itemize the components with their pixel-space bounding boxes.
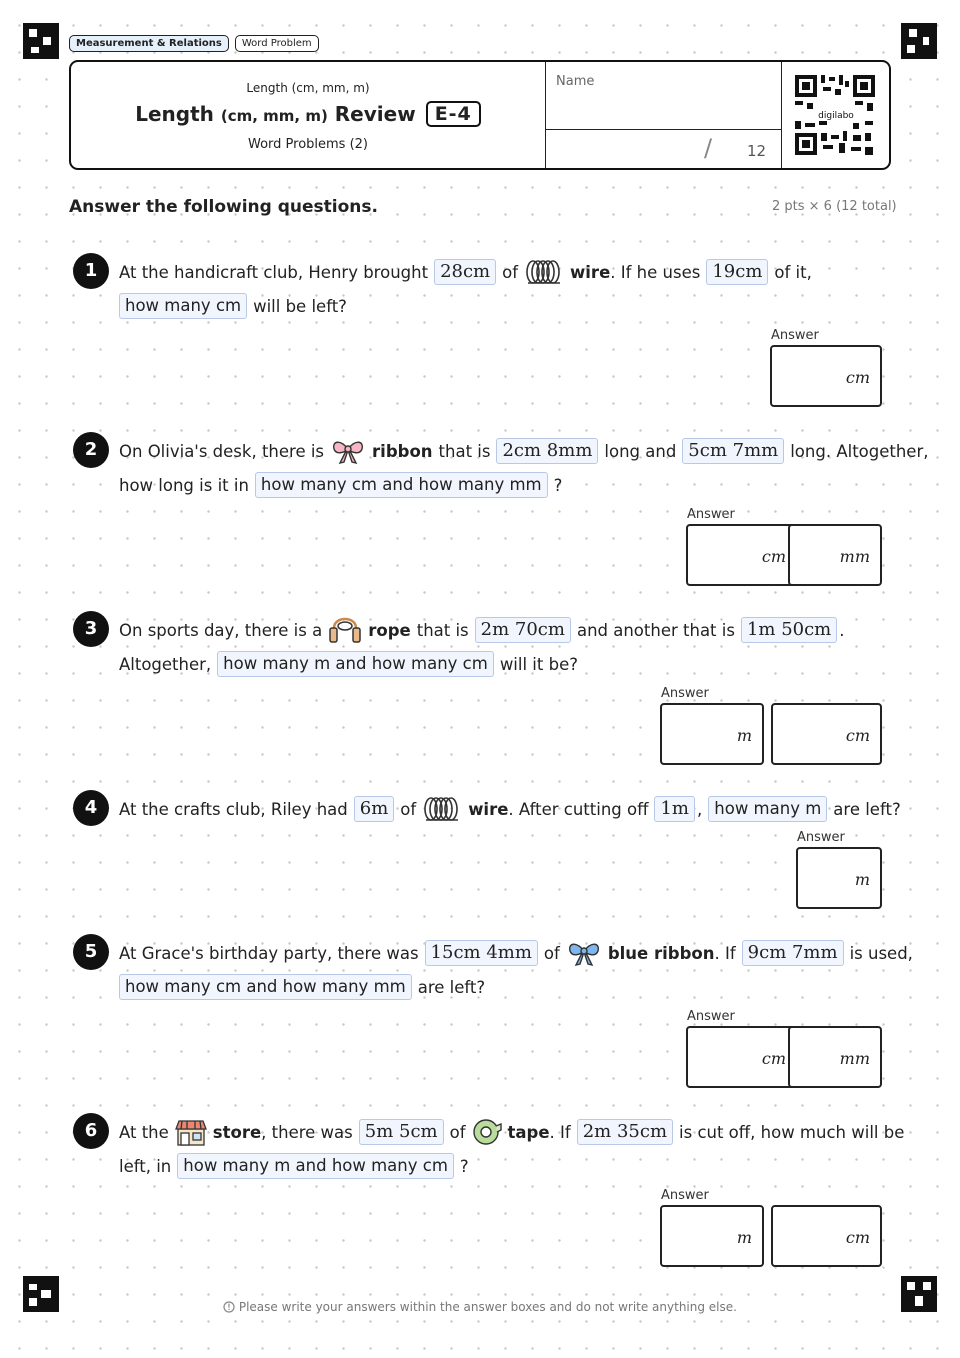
- value-box: 2m 35cm: [577, 1119, 673, 1145]
- tag-type: Word Problem: [235, 35, 319, 52]
- pink-ribbon-icon: [330, 437, 366, 465]
- value-box: 6m: [354, 796, 395, 822]
- answer-label: Answer: [771, 328, 819, 343]
- answer-label: Answer: [687, 1009, 735, 1024]
- question-text-line-2: Altogether, how many m and how many cm will it be?: [119, 651, 578, 677]
- question-text: At the crafts club, Riley had 6m of wire . After cutting off 1m , how many m are left?: [119, 795, 901, 823]
- title-block: [71, 62, 546, 168]
- header-subtitle-2: Word Problems (2): [247, 137, 368, 152]
- wire-coil-icon: [422, 795, 462, 823]
- target-unit-box: how many m and how many cm: [177, 1153, 454, 1179]
- question-text-line-2: left, in how many m and how many cm ?: [119, 1153, 469, 1179]
- question-number: 4: [73, 790, 109, 826]
- value-box: 19cm: [706, 259, 768, 285]
- question-number: 3: [73, 611, 109, 647]
- question-text: On sports day, there is a rope that is 2m 70cm and another that is 1m 50cm .: [119, 616, 845, 644]
- question-number: 2: [73, 432, 109, 468]
- value-box: 5m 5cm: [359, 1119, 444, 1145]
- title-main: Length: [135, 102, 214, 126]
- question-number: 5: [73, 934, 109, 970]
- tape-roll-icon: [472, 1118, 502, 1146]
- question-text: On Olivia's desk, there is ribbon that is 2cm 8mm long and 5cm 7mm long. Altogether,: [119, 437, 929, 465]
- corner-marker-top-right: [901, 23, 937, 59]
- name-label: Name: [556, 74, 595, 89]
- answer-box-q6-m[interactable]: m: [660, 1205, 764, 1267]
- value-box: 5cm 7mm: [682, 438, 784, 464]
- score-slash: /: [704, 134, 713, 162]
- footer-note-text: Please write your answers within the answer boxes and do not write anything else.: [238, 1300, 737, 1314]
- answer-box-q2-cm[interactable]: cm: [686, 524, 798, 586]
- question-text: At the handicraft club, Henry brought 28cm of wire . If he uses 19cm of it,: [119, 258, 812, 286]
- question-text: At Grace's birthday party, there was 15cm 4mm of blue ribbon . If 9cm 7mm is used,: [119, 939, 913, 967]
- qr-code: [793, 73, 877, 157]
- answer-label: Answer: [661, 1188, 709, 1203]
- question-text-line-2: how many cm will be left?: [119, 293, 347, 319]
- jump-rope-icon: [328, 616, 362, 644]
- worksheet-code: E-4: [426, 101, 481, 127]
- value-box: 1m 50cm: [741, 617, 837, 643]
- name-field[interactable]: [546, 62, 782, 168]
- answer-label: Answer: [661, 686, 709, 701]
- corner-marker-top-left: [23, 23, 59, 59]
- category-tags: [69, 35, 319, 52]
- store-icon: [175, 1118, 207, 1146]
- header-subtitle: Length (cm, mm, m): [246, 81, 370, 95]
- question-text-line-2: how long is it in how many cm and how many mm ?: [119, 472, 562, 498]
- info-icon: [223, 1301, 235, 1313]
- question-text-line-2: how many cm and how many mm are left?: [119, 974, 485, 1000]
- answer-label: Answer: [797, 830, 845, 845]
- score-total: 12: [747, 142, 767, 160]
- worksheet-header: [69, 60, 891, 170]
- answer-box-q3-m[interactable]: m: [660, 703, 764, 765]
- question-number: 1: [73, 253, 109, 289]
- title-end: Review: [334, 102, 416, 126]
- answer-box-q1-cm[interactable]: cm: [770, 345, 882, 407]
- question-number: 6: [73, 1113, 109, 1149]
- target-unit-box: how many m: [708, 796, 827, 822]
- points-info: 2 pts × 6 (12 total): [772, 199, 897, 214]
- instructions: Answer the following questions.: [69, 197, 378, 217]
- answer-box-q6-cm[interactable]: cm: [771, 1205, 882, 1267]
- answer-box-q5-cm[interactable]: cm: [686, 1026, 798, 1088]
- tag-category: Measurement & Relations: [69, 35, 229, 52]
- title-units: (cm, mm, m): [220, 107, 328, 125]
- answer-box-q2-mm[interactable]: mm: [788, 524, 882, 586]
- answer-box-q3-cm[interactable]: cm: [771, 703, 882, 765]
- value-box: 15cm 4mm: [425, 940, 538, 966]
- target-unit-box: how many cm: [119, 293, 247, 319]
- value-box: 2m 70cm: [475, 617, 571, 643]
- wire-coil-icon: [524, 258, 564, 286]
- value-box: 1m: [654, 796, 695, 822]
- name-divider: [546, 129, 781, 130]
- qr-label: digilabo: [818, 111, 854, 121]
- question-text: At the store , there was 5m 5cm of tape . If 2m 35cm is cut off, how much will be: [119, 1118, 904, 1146]
- answer-box-q5-mm[interactable]: mm: [788, 1026, 882, 1088]
- page-title: [71, 101, 545, 127]
- target-unit-box: how many cm and how many mm: [119, 974, 412, 1000]
- value-box: 2cm 8mm: [496, 438, 598, 464]
- footer-note: [0, 1300, 960, 1314]
- target-unit-box: how many m and how many cm: [217, 651, 494, 677]
- blue-ribbon-icon: [566, 939, 602, 967]
- value-box: 28cm: [434, 259, 496, 285]
- answer-box-q4-m[interactable]: m: [796, 847, 882, 909]
- target-unit-box: how many cm and how many mm: [255, 472, 548, 498]
- value-box: 9cm 7mm: [742, 940, 844, 966]
- answer-label: Answer: [687, 507, 735, 522]
